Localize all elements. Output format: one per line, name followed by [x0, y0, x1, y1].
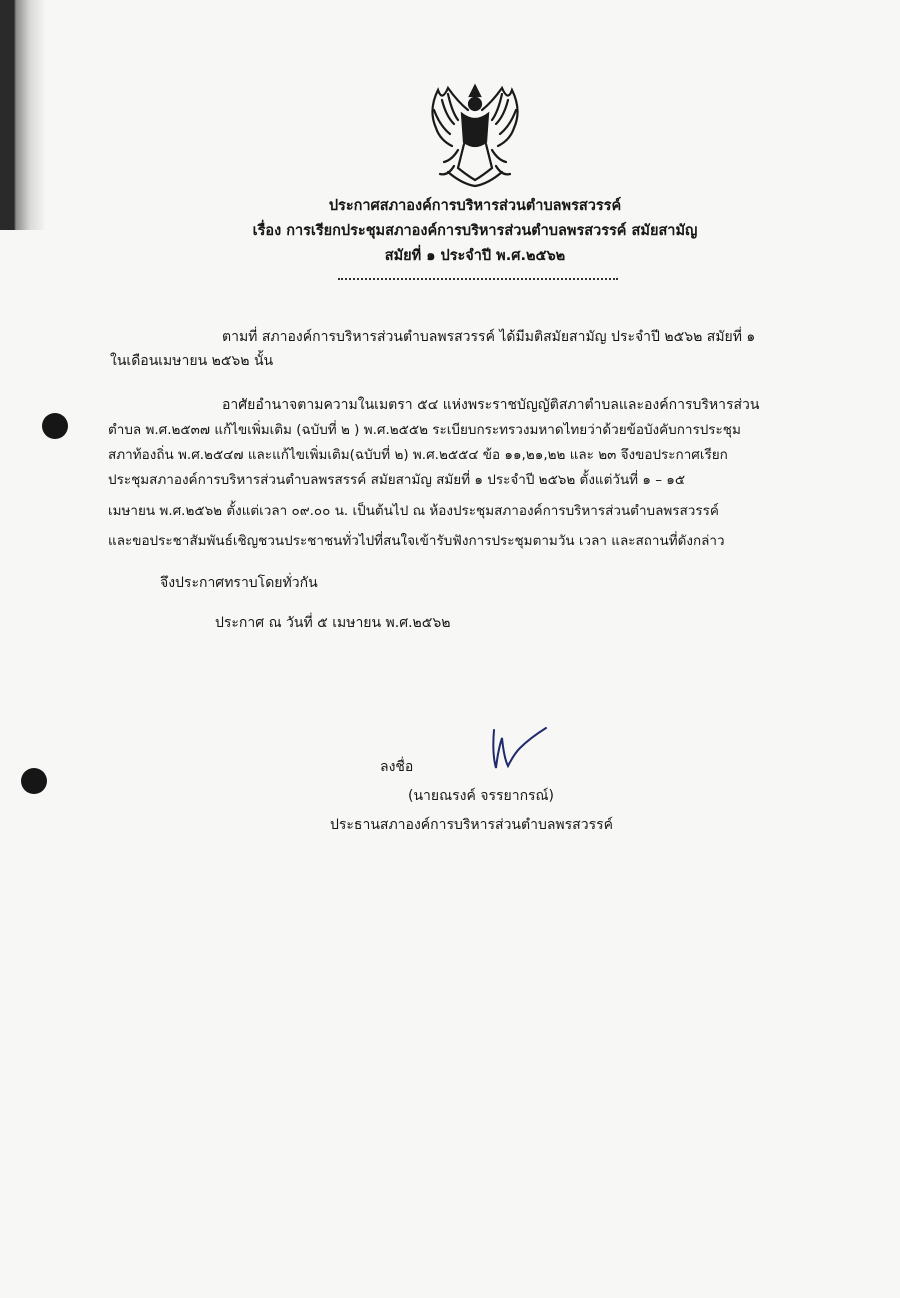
announcement-title: ประกาศสภาองค์การบริหารส่วนตำบลพรสวรรค์: [328, 198, 622, 214]
paragraph-1-line-1: ตามที่ สภาองค์การบริหารส่วนตำบลพรสวรรค์ ได้มีมติสมัยสามัญ ประจำปี ๒๕๖๒ สมัยที่ ๑: [222, 329, 756, 345]
signer-name: (นายณรงค์ จรรยากรณ์): [408, 788, 555, 804]
paragraph-2-line-5: เมษายน พ.ศ.๒๕๖๒ ตั้งแต่เวลา ๐๙.๐๐ น. เป็นต้นไป ณ ห้องประชุมสภาองค์การบริหารส่วนตำบลพรสวรรค์: [108, 503, 719, 519]
signer-position: ประธานสภาองค์การบริหารส่วนตำบลพรสวรรค์: [330, 817, 613, 833]
handwritten-signature: [486, 724, 550, 774]
paragraph-2-line-4: ประชุมสภาองค์การบริหารส่วนตำบลพรสรรค์ สมัยสามัญ สมัยที่ ๑ ประจำปี ๒๕๖๒ ตั้งแต่วันที่ ๑ – ๑๕: [108, 472, 686, 488]
punch-hole: [42, 413, 68, 439]
paragraph-1-line-2: ในเดือนเมษายน ๒๕๖๒ นั้น: [110, 353, 274, 369]
announcement-date: ประกาศ ณ วันที่ ๕ เมษายน พ.ศ.๒๕๖๒: [215, 615, 451, 631]
announcement-subject: เรื่อง การเรียกประชุมสภาองค์การบริหารส่วนตำบลพรสวรรค์ สมัยสามัญ: [252, 223, 698, 239]
garuda-emblem-icon: [418, 80, 532, 192]
heading-divider: [338, 278, 618, 280]
announcement-session: สมัยที่ ๑ ประจำปี พ.ศ.๒๕๖๒: [384, 248, 566, 264]
signature-label: ลงชื่อ: [380, 759, 414, 775]
paragraph-2-line-1: อาศัยอำนาจตามความในเมตรา ๕๔ แห่งพระราชบัญญัติสภาตำบลและองค์การบริหารส่วน: [222, 397, 760, 413]
closing-statement: จึงประกาศทราบโดยทั่วกัน: [160, 575, 318, 591]
scan-edge-shadow: [0, 0, 46, 230]
paragraph-2-line-3: สภาท้องถิ่น พ.ศ.๒๕๔๗ และแก้ไขเพิ่มเติม(ฉบับที่ ๒) พ.ศ.๒๕๕๔ ข้อ ๑๑,๒๑,๒๒ และ ๒๓ จึงขอประกาศเรียก: [108, 447, 728, 463]
paragraph-2-line-2: ตำบล พ.ศ.๒๕๓๗ แก้ไขเพิ่มเติม (ฉบับที่ ๒ ) พ.ศ.๒๕๕๒ ระเบียบกระทรวงมหาดไทยว่าด้วยข้อบังคับการประชุม: [108, 422, 741, 438]
punch-hole: [21, 768, 47, 794]
paragraph-2-line-6: และขอประชาสัมพันธ์เชิญชวนประชาชนทั่วไปที่สนใจเข้ารับฟังการประชุมตามวัน เวลา และสถานที่ดังกล่าว: [108, 533, 725, 549]
